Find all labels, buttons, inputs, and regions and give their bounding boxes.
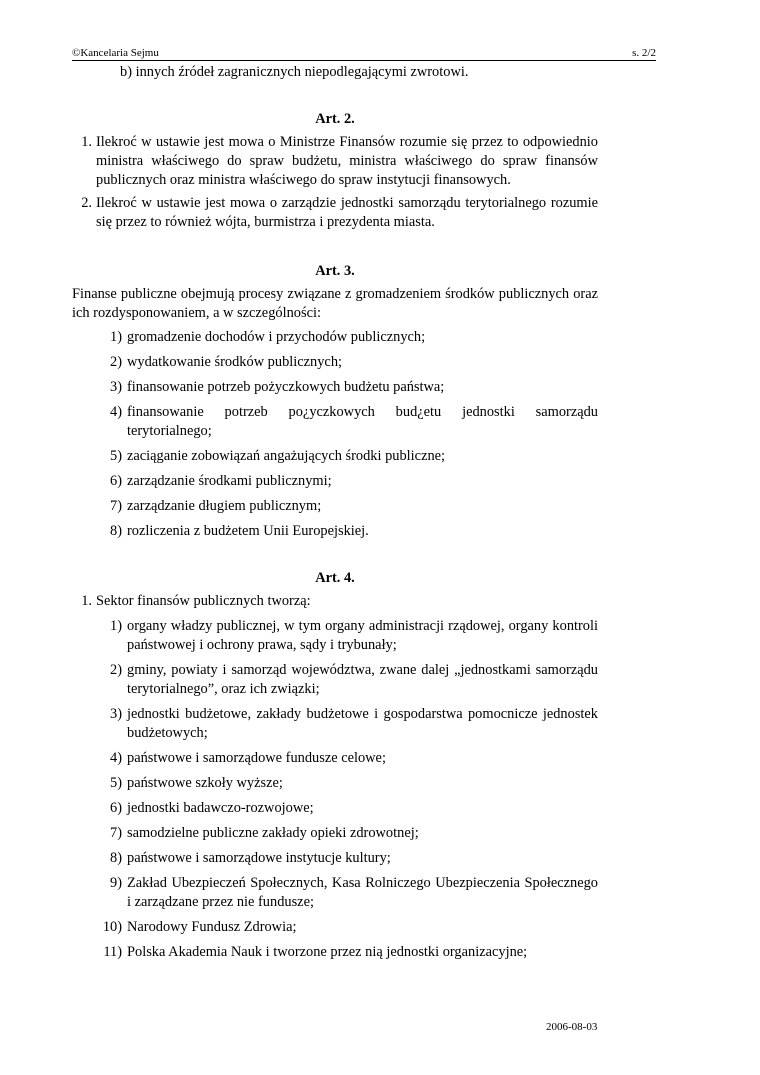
item-text: Ilekroć w ustawie jest mowa o Ministrze Finansów rozumie się przez to odpowiednio ministra właściwego do spraw budżetu, ministra właściwego do spraw finansów publicznych oraz ministra właściwego do spraw instytucji finansowych.	[96, 134, 598, 188]
item-text: gromadzenie dochodów i przychodów publicznych;	[127, 329, 426, 345]
art-4-title: Art. 4.	[315, 570, 355, 586]
item-number: 8)	[110, 850, 122, 866]
item-number: 1.	[81, 134, 92, 150]
item-number: 5)	[110, 775, 122, 791]
item-number: 3)	[110, 706, 122, 722]
list-item	[72, 799, 598, 818]
list-item	[72, 328, 598, 347]
item-number: 11)	[103, 944, 122, 960]
item-text: rozliczenia z budżetem Unii Europejskiej.	[127, 523, 369, 539]
list-item	[72, 874, 598, 912]
list-item	[72, 522, 598, 541]
list-item	[72, 849, 598, 868]
item-number: 8)	[110, 523, 122, 539]
list-item	[72, 497, 598, 516]
item-text: Sektor finansów publicznych tworzą:	[96, 593, 311, 609]
item-number: 4)	[110, 404, 122, 420]
item-text: samodzielne publiczne zakłady opieki zdrowotnej;	[127, 825, 419, 841]
item-number: 6)	[110, 800, 122, 816]
footer-date: 2006-08-03	[546, 1021, 598, 1033]
item-text: gminy, powiaty i samorząd województwa, zwane dalej „jednostkami samorządu terytorialnego”, oraz ich związki;	[127, 662, 598, 697]
art-4-list	[72, 617, 598, 962]
item-text: zaciąganie zobowiązań angażujących środki publiczne;	[127, 448, 446, 464]
list-item	[72, 403, 598, 441]
item-number: 4)	[110, 750, 122, 766]
art-4-intro	[72, 592, 598, 611]
list-item	[72, 353, 598, 372]
document-body	[72, 63, 598, 962]
list-item	[72, 472, 598, 491]
list-item	[72, 824, 598, 843]
art-3-list	[72, 328, 598, 541]
page-header	[72, 47, 656, 61]
item-number: 3)	[110, 379, 122, 395]
list-item	[72, 661, 598, 699]
item-text: państwowe szkoły wyższe;	[127, 775, 283, 791]
item-text: państwowe i samorządowe instytucje kultury;	[127, 850, 391, 866]
art-2-title: Art. 2.	[315, 111, 355, 127]
item-text: jednostki badawczo-rozwojowe;	[127, 800, 314, 816]
item-text: finansowanie potrzeb po¿yczkowych bud¿etu jednostki samorządu terytorialnego;	[127, 404, 598, 439]
item-text: Zakład Ubezpieczeń Społecznych, Kasa Rolniczego Ubezpieczenia Społecznego i zarządzane przez nie fundusze;	[127, 875, 598, 910]
item-text: zarządzanie środkami publicznymi;	[127, 473, 332, 489]
item-text: finansowanie potrzeb pożyczkowych budżetu państwa;	[127, 379, 445, 395]
art-3-title: Art. 3.	[315, 263, 355, 279]
header-source: ©Kancelaria Sejmu	[72, 47, 159, 59]
list-item	[72, 447, 598, 466]
list-item	[72, 749, 598, 768]
header-page-number: s. 2/2	[632, 47, 656, 59]
list-item	[72, 943, 598, 962]
list-item	[72, 378, 598, 397]
item-number: 1)	[110, 329, 122, 345]
list-item	[72, 705, 598, 743]
item-number: 2)	[110, 662, 122, 678]
item-number: 2)	[110, 354, 122, 370]
item-text: Narodowy Fundusz Zdrowia;	[127, 919, 297, 935]
item-number: 10)	[102, 919, 122, 935]
item-text: organy władzy publicznej, w tym organy administracji rządowej, organy kontroli państwowej i ochrony prawa, sądy i trybunały;	[127, 618, 598, 653]
item-text: państwowe i samorządowe fundusze celowe;	[127, 750, 386, 766]
art-2-item	[72, 133, 598, 190]
art-3-intro: Finanse publiczne obejmują procesy związane z gromadzeniem środków publicznych oraz ich rozdysponowaniem, a w szczególności:	[72, 286, 598, 321]
list-item	[72, 774, 598, 793]
list-item	[72, 918, 598, 937]
intro-line: b) innych źródeł zagranicznych niepodlegającymi zwrotowi.	[120, 64, 469, 80]
item-number: 1.	[81, 593, 92, 609]
item-number: 5)	[110, 448, 122, 464]
item-number: 7)	[110, 825, 122, 841]
list-item	[72, 617, 598, 655]
item-text: zarządzanie długiem publicznym;	[127, 498, 322, 514]
item-number: 6)	[110, 473, 122, 489]
art-2-item	[72, 194, 598, 232]
item-text: wydatkowanie środków publicznych;	[127, 354, 343, 370]
item-number: 2.	[81, 195, 92, 211]
item-text: Ilekroć w ustawie jest mowa o zarządzie jednostki samorządu terytorialnego rozumie się przez to również wójta, burmistrza i prezydenta miasta.	[96, 195, 598, 230]
item-text: jednostki budżetowe, zakłady budżetowe i gospodarstwa pomocnicze jednostek budżetowych;	[127, 706, 598, 741]
item-number: 9)	[110, 875, 122, 891]
item-number: 7)	[110, 498, 122, 514]
item-text: Polska Akademia Nauk i tworzone przez nią jednostki organizacyjne;	[127, 944, 528, 960]
item-number: 1)	[110, 618, 122, 634]
